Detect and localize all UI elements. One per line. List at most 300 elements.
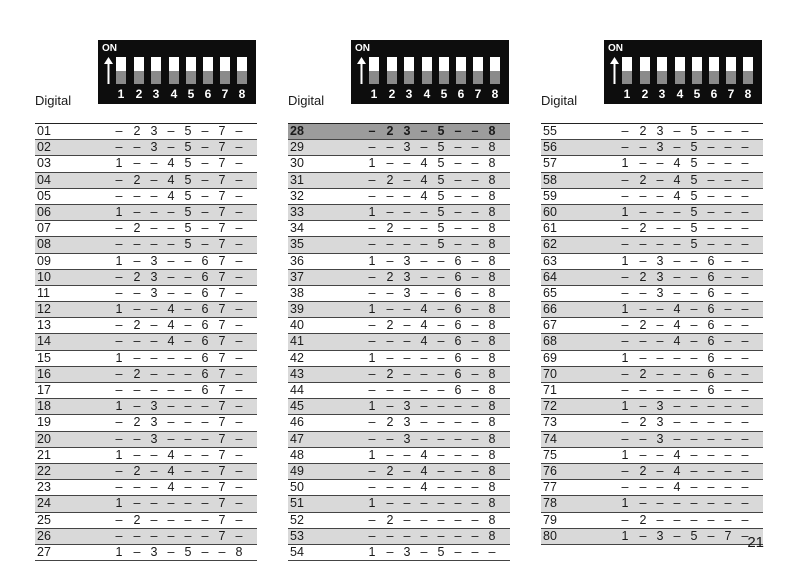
switch-cell: 5 bbox=[690, 188, 698, 203]
switch-cell: – bbox=[403, 302, 411, 317]
switch-cell: – bbox=[133, 302, 141, 317]
switch-cell: 3 bbox=[656, 285, 664, 300]
switch-cell: 2 bbox=[133, 172, 141, 187]
switch-cell: – bbox=[673, 140, 681, 155]
switch-cell: – bbox=[471, 302, 479, 317]
switch-cell: – bbox=[454, 496, 462, 511]
column-label: Digital bbox=[541, 93, 578, 108]
switch-cell: – bbox=[437, 496, 445, 511]
switch-cell: – bbox=[471, 350, 479, 365]
switch-cell: – bbox=[115, 383, 123, 397]
switch-cell: – bbox=[201, 496, 209, 511]
row-number: 58 bbox=[543, 172, 557, 187]
switch-cell: – bbox=[368, 124, 376, 138]
switch-cell: 8 bbox=[488, 496, 496, 511]
switch-cell: – bbox=[184, 447, 192, 462]
switch-cell: – bbox=[741, 512, 749, 527]
table-row bbox=[288, 529, 510, 545]
switch-cell: 2 bbox=[386, 366, 394, 381]
table-row bbox=[541, 480, 763, 496]
switch-cell: 7 bbox=[218, 269, 226, 284]
switch-cell: 1 bbox=[115, 253, 123, 268]
switch-cell: – bbox=[235, 156, 243, 171]
switch-cell: 5 bbox=[437, 140, 445, 155]
switch-cell: – bbox=[741, 463, 749, 478]
switch-cell: – bbox=[673, 431, 681, 446]
switch-cell: – bbox=[741, 253, 749, 268]
switch-cell: 8 bbox=[235, 544, 243, 559]
switch-cell: – bbox=[690, 302, 698, 317]
switch-cell: – bbox=[368, 431, 376, 446]
switch-cell: – bbox=[386, 156, 394, 171]
switch-cell: – bbox=[133, 253, 141, 268]
row-number: 26 bbox=[37, 528, 51, 543]
row-number: 33 bbox=[290, 204, 304, 219]
switch-cell: 3 bbox=[150, 431, 158, 446]
switch-cell: – bbox=[690, 334, 698, 349]
switch-cell: – bbox=[656, 496, 664, 511]
switch-cell: 5 bbox=[184, 188, 192, 203]
switch-cell: – bbox=[471, 221, 479, 236]
switch-cell: – bbox=[724, 302, 732, 317]
code-table bbox=[288, 123, 510, 561]
row-number: 55 bbox=[543, 124, 557, 138]
switch-cell: 3 bbox=[150, 544, 158, 559]
row-number: 75 bbox=[543, 447, 557, 462]
switch-cell: 2 bbox=[639, 172, 647, 187]
switch-cell: – bbox=[368, 172, 376, 187]
switch-cell: 4 bbox=[673, 188, 681, 203]
switch-cell: – bbox=[741, 204, 749, 219]
switch-cell: 8 bbox=[488, 172, 496, 187]
switch-cell: – bbox=[403, 447, 411, 462]
switch-cell: – bbox=[690, 253, 698, 268]
switch-cell: – bbox=[741, 124, 749, 138]
switch-cell: 3 bbox=[656, 528, 664, 543]
switch-cell: 1 bbox=[621, 253, 629, 268]
table-row bbox=[35, 464, 257, 480]
dip-on-label: ON bbox=[608, 43, 623, 54]
switch-cell: – bbox=[741, 399, 749, 414]
switch-cell: – bbox=[403, 366, 411, 381]
switch-cell: – bbox=[201, 415, 209, 430]
switch-cell: – bbox=[133, 188, 141, 203]
switch-cell: – bbox=[368, 269, 376, 284]
switch-cell: – bbox=[639, 431, 647, 446]
switch-cell: – bbox=[386, 399, 394, 414]
switch-cell: – bbox=[184, 253, 192, 268]
switch-cell: – bbox=[454, 528, 462, 543]
switch-cell: – bbox=[368, 463, 376, 478]
switch-cell: – bbox=[673, 512, 681, 527]
switch-cell: – bbox=[621, 285, 629, 300]
dip-switch-number: 4 bbox=[676, 87, 684, 101]
switch-cell: 6 bbox=[454, 334, 462, 349]
switch-cell: – bbox=[741, 350, 749, 365]
row-number: 80 bbox=[543, 528, 557, 543]
switch-cell: 7 bbox=[218, 366, 226, 381]
table-row bbox=[35, 189, 257, 205]
switch-cell: 8 bbox=[488, 156, 496, 171]
switch-cell: – bbox=[690, 431, 698, 446]
switch-cell: 5 bbox=[437, 172, 445, 187]
switch-cell: – bbox=[621, 124, 629, 138]
dip-switch-lever bbox=[220, 57, 230, 84]
switch-cell: – bbox=[437, 366, 445, 381]
switch-cell: – bbox=[218, 544, 226, 559]
switch-cell: – bbox=[741, 172, 749, 187]
table-row bbox=[35, 221, 257, 237]
switch-cell: – bbox=[167, 399, 175, 414]
switch-cell: 5 bbox=[690, 237, 698, 252]
row-number: 02 bbox=[37, 140, 51, 155]
switch-cell: 7 bbox=[218, 221, 226, 236]
up-arrow-icon bbox=[610, 57, 619, 84]
switch-cell: – bbox=[115, 188, 123, 203]
switch-cell: 3 bbox=[403, 544, 411, 559]
switch-cell: 3 bbox=[656, 399, 664, 414]
switch-cell: – bbox=[115, 463, 123, 478]
switch-cell: – bbox=[167, 237, 175, 252]
switch-cell: 2 bbox=[133, 512, 141, 527]
switch-cell: 8 bbox=[488, 204, 496, 219]
switch-cell: – bbox=[167, 204, 175, 219]
switch-cell: – bbox=[133, 496, 141, 511]
switch-cell: – bbox=[184, 496, 192, 511]
switch-cell: 1 bbox=[621, 447, 629, 462]
switch-cell: – bbox=[707, 156, 715, 171]
switch-cell: – bbox=[471, 496, 479, 511]
switch-cell: – bbox=[184, 431, 192, 446]
switch-cell: – bbox=[167, 366, 175, 381]
switch-cell: – bbox=[621, 237, 629, 252]
switch-cell: – bbox=[724, 463, 732, 478]
switch-cell: – bbox=[437, 334, 445, 349]
switch-cell: – bbox=[133, 350, 141, 365]
row-number: 64 bbox=[543, 269, 557, 284]
switch-cell: – bbox=[150, 383, 158, 397]
table-row bbox=[35, 173, 257, 189]
table-row bbox=[288, 173, 510, 189]
switch-cell: 5 bbox=[184, 124, 192, 138]
switch-cell: – bbox=[167, 528, 175, 543]
switch-cell: 5 bbox=[184, 544, 192, 559]
switch-cell: 3 bbox=[656, 431, 664, 446]
switch-cell: – bbox=[707, 188, 715, 203]
switch-cell: – bbox=[201, 156, 209, 171]
switch-cell: – bbox=[741, 415, 749, 430]
row-number: 31 bbox=[290, 172, 304, 187]
switch-cell: – bbox=[167, 140, 175, 155]
switch-cell: – bbox=[690, 399, 698, 414]
table-row bbox=[288, 545, 510, 561]
switch-cell: – bbox=[184, 399, 192, 414]
switch-cell: 8 bbox=[488, 237, 496, 252]
row-number: 25 bbox=[37, 512, 51, 527]
row-number: 29 bbox=[290, 140, 304, 155]
switch-cell: – bbox=[621, 512, 629, 527]
dip-switch-number: 7 bbox=[727, 87, 735, 101]
switch-cell: 5 bbox=[690, 221, 698, 236]
table-row bbox=[541, 415, 763, 431]
switch-cell: 7 bbox=[218, 415, 226, 430]
switch-cell: – bbox=[471, 431, 479, 446]
switch-cell: 1 bbox=[368, 253, 376, 268]
switch-cell: – bbox=[639, 383, 647, 397]
dip-switch-lever bbox=[116, 57, 126, 84]
switch-cell: – bbox=[386, 302, 394, 317]
switch-cell: – bbox=[420, 253, 428, 268]
switch-cell: – bbox=[133, 140, 141, 155]
switch-cell: – bbox=[471, 512, 479, 527]
switch-cell: 3 bbox=[403, 285, 411, 300]
switch-cell: 1 bbox=[621, 496, 629, 511]
table-row bbox=[288, 302, 510, 318]
table-row bbox=[541, 156, 763, 172]
row-number: 40 bbox=[290, 318, 304, 333]
switch-cell: – bbox=[621, 463, 629, 478]
switch-cell: 6 bbox=[707, 366, 715, 381]
switch-cell: – bbox=[621, 269, 629, 284]
row-number: 41 bbox=[290, 334, 304, 349]
table-row bbox=[288, 237, 510, 253]
switch-cell: – bbox=[454, 399, 462, 414]
switch-cell: – bbox=[386, 544, 394, 559]
switch-cell: – bbox=[471, 366, 479, 381]
switch-cell: – bbox=[235, 480, 243, 495]
switch-cell: – bbox=[639, 447, 647, 462]
switch-cell: – bbox=[673, 415, 681, 430]
dip-switch-number: 7 bbox=[474, 87, 482, 101]
dip-switch-number: 6 bbox=[457, 87, 465, 101]
switch-cell: 7 bbox=[218, 383, 226, 397]
switch-cell: 6 bbox=[454, 269, 462, 284]
switch-cell: – bbox=[741, 221, 749, 236]
row-number: 74 bbox=[543, 431, 557, 446]
switch-cell: 2 bbox=[639, 318, 647, 333]
switch-cell: 5 bbox=[437, 221, 445, 236]
dip-switch-lever bbox=[404, 57, 414, 84]
table-row bbox=[541, 399, 763, 415]
switch-cell: 7 bbox=[218, 204, 226, 219]
switch-cell: – bbox=[235, 528, 243, 543]
switch-cell: – bbox=[368, 366, 376, 381]
switch-cell: – bbox=[115, 528, 123, 543]
switch-cell: 5 bbox=[690, 172, 698, 187]
switch-cell: – bbox=[741, 302, 749, 317]
switch-cell: – bbox=[115, 431, 123, 446]
switch-cell: – bbox=[235, 269, 243, 284]
switch-cell: 3 bbox=[150, 285, 158, 300]
switch-cell: – bbox=[707, 496, 715, 511]
row-number: 23 bbox=[37, 480, 51, 495]
table-row bbox=[288, 221, 510, 237]
switch-cell: – bbox=[386, 496, 394, 511]
switch-cell: – bbox=[150, 156, 158, 171]
dip-on-label: ON bbox=[355, 43, 370, 54]
table-row bbox=[288, 383, 510, 399]
row-number: 35 bbox=[290, 237, 304, 252]
switch-cell: 6 bbox=[454, 383, 462, 397]
switch-cell: – bbox=[673, 366, 681, 381]
switch-cell: – bbox=[690, 447, 698, 462]
dip-switch-lever bbox=[439, 57, 449, 84]
switch-cell: – bbox=[420, 221, 428, 236]
switch-cell: – bbox=[454, 415, 462, 430]
row-number: 21 bbox=[37, 447, 51, 462]
switch-cell: – bbox=[437, 528, 445, 543]
table-row bbox=[541, 529, 763, 545]
switch-cell: – bbox=[403, 496, 411, 511]
row-number: 77 bbox=[543, 480, 557, 495]
table-row bbox=[288, 415, 510, 431]
switch-cell: – bbox=[115, 237, 123, 252]
row-number: 43 bbox=[290, 366, 304, 381]
switch-cell: – bbox=[707, 415, 715, 430]
switch-cell: 1 bbox=[115, 399, 123, 414]
up-arrow-icon bbox=[104, 57, 113, 84]
table-row bbox=[288, 318, 510, 334]
switch-cell: – bbox=[656, 188, 664, 203]
switch-cell: 3 bbox=[150, 269, 158, 284]
dip-switch-number: 3 bbox=[405, 87, 413, 101]
table-row bbox=[288, 189, 510, 205]
row-number: 16 bbox=[37, 366, 51, 381]
switch-cell: 5 bbox=[690, 140, 698, 155]
dip-switch-number: 8 bbox=[238, 87, 246, 101]
row-number: 17 bbox=[37, 383, 51, 397]
switch-cell: 3 bbox=[150, 124, 158, 138]
switch-cell: – bbox=[471, 172, 479, 187]
switch-cell: – bbox=[235, 140, 243, 155]
row-number: 70 bbox=[543, 366, 557, 381]
switch-cell: 1 bbox=[368, 496, 376, 511]
switch-cell: – bbox=[133, 285, 141, 300]
table-row bbox=[288, 448, 510, 464]
switch-cell: – bbox=[235, 431, 243, 446]
dip-switch-number: 2 bbox=[135, 87, 143, 101]
switch-cell: 1 bbox=[368, 447, 376, 462]
switch-cell: 2 bbox=[386, 221, 394, 236]
switch-cell: – bbox=[420, 399, 428, 414]
switch-cell: – bbox=[707, 204, 715, 219]
switch-cell: 7 bbox=[218, 302, 226, 317]
switch-cell: – bbox=[639, 496, 647, 511]
switch-cell: – bbox=[386, 204, 394, 219]
switch-cell: – bbox=[115, 318, 123, 333]
code-table bbox=[541, 123, 763, 545]
switch-cell: – bbox=[639, 140, 647, 155]
switch-cell: – bbox=[420, 415, 428, 430]
switch-cell: – bbox=[368, 285, 376, 300]
switch-cell: 4 bbox=[673, 463, 681, 478]
switch-cell: – bbox=[403, 221, 411, 236]
switch-cell: 6 bbox=[201, 302, 209, 317]
switch-cell: 1 bbox=[621, 528, 629, 543]
table-row bbox=[541, 189, 763, 205]
switch-cell: – bbox=[741, 237, 749, 252]
table-row bbox=[35, 124, 257, 140]
dip-switch-lever bbox=[743, 57, 753, 84]
switch-cell: 3 bbox=[656, 140, 664, 155]
switch-cell: 5 bbox=[184, 221, 192, 236]
switch-cell: – bbox=[150, 480, 158, 495]
switch-cell: 5 bbox=[690, 204, 698, 219]
switch-cell: 5 bbox=[690, 528, 698, 543]
table-row bbox=[541, 286, 763, 302]
switch-cell: – bbox=[184, 285, 192, 300]
switch-cell: – bbox=[741, 285, 749, 300]
switch-cell: – bbox=[235, 383, 243, 397]
dip-switch-lever bbox=[640, 57, 650, 84]
switch-cell: – bbox=[639, 350, 647, 365]
table-row bbox=[541, 140, 763, 156]
switch-cell: – bbox=[724, 124, 732, 138]
switch-cell: – bbox=[454, 544, 462, 559]
switch-cell: – bbox=[724, 253, 732, 268]
switch-cell: – bbox=[150, 334, 158, 349]
switch-cell: – bbox=[707, 431, 715, 446]
switch-cell: – bbox=[133, 399, 141, 414]
switch-cell: 5 bbox=[690, 124, 698, 138]
row-number: 42 bbox=[290, 350, 304, 365]
switch-cell: 6 bbox=[201, 383, 209, 397]
table-row bbox=[541, 383, 763, 399]
dip-switch-lever bbox=[169, 57, 179, 84]
switch-cell: – bbox=[471, 237, 479, 252]
switch-cell: 6 bbox=[707, 318, 715, 333]
switch-cell: 4 bbox=[673, 480, 681, 495]
switch-cell: – bbox=[471, 124, 479, 138]
switch-cell: 5 bbox=[437, 156, 445, 171]
switch-cell: – bbox=[133, 447, 141, 462]
switch-cell: – bbox=[724, 399, 732, 414]
switch-cell: – bbox=[420, 544, 428, 559]
switch-cell: – bbox=[150, 302, 158, 317]
table-row bbox=[288, 480, 510, 496]
switch-cell: – bbox=[420, 237, 428, 252]
switch-cell: 1 bbox=[115, 156, 123, 171]
switch-cell: 3 bbox=[656, 415, 664, 430]
switch-cell: 6 bbox=[707, 269, 715, 284]
switch-cell: 3 bbox=[150, 415, 158, 430]
table-row bbox=[288, 367, 510, 383]
switch-cell: – bbox=[368, 221, 376, 236]
switch-cell: – bbox=[386, 334, 394, 349]
dip-switch-lever bbox=[369, 57, 379, 84]
switch-cell: 2 bbox=[133, 463, 141, 478]
switch-cell: 6 bbox=[707, 334, 715, 349]
switch-cell: – bbox=[403, 528, 411, 543]
switch-cell: – bbox=[201, 431, 209, 446]
switch-cell: – bbox=[471, 269, 479, 284]
switch-cell: – bbox=[673, 528, 681, 543]
table-row bbox=[35, 156, 257, 172]
switch-cell: – bbox=[235, 188, 243, 203]
switch-cell: – bbox=[235, 366, 243, 381]
switch-cell: – bbox=[403, 463, 411, 478]
switch-cell: – bbox=[167, 383, 175, 397]
switch-cell: – bbox=[639, 285, 647, 300]
switch-cell: – bbox=[690, 383, 698, 397]
switch-cell: – bbox=[150, 528, 158, 543]
switch-cell: 3 bbox=[403, 124, 411, 138]
switch-cell: 4 bbox=[420, 172, 428, 187]
switch-cell: – bbox=[621, 318, 629, 333]
switch-cell: – bbox=[150, 366, 158, 381]
switch-cell: – bbox=[707, 528, 715, 543]
dip-switch-number: 4 bbox=[423, 87, 431, 101]
